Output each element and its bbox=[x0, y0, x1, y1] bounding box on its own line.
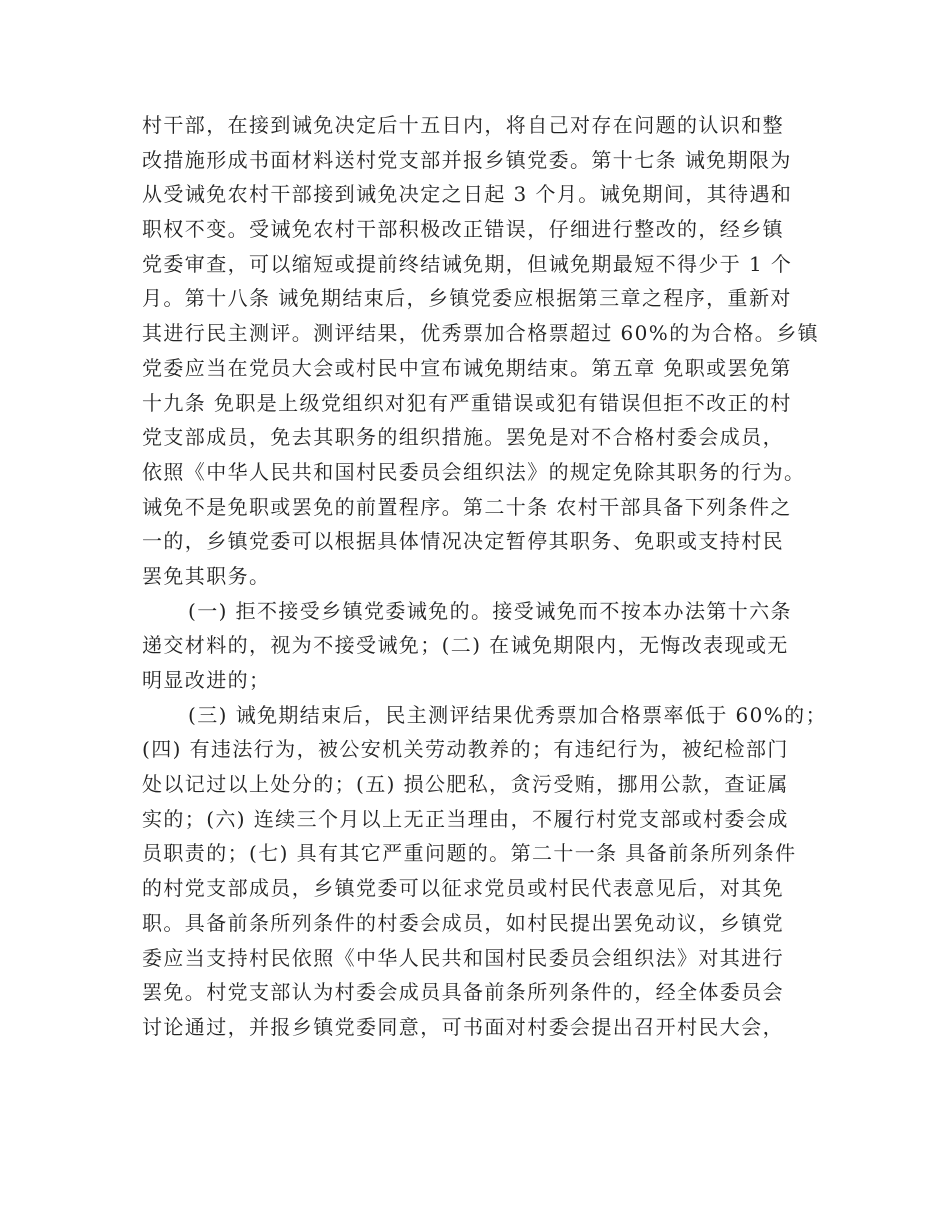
text-line: 从受诫免农村干部接到诫免决定之日起 3 个月。诫免期间，其待遇和 bbox=[142, 182, 793, 207]
text-line: 员职责的；(七) 具有其它严重问题的。第二十一条 具备前条所列条件 bbox=[142, 841, 797, 866]
text-line: 的村党支部成员，乡镇党委可以征求党员或村民代表意见后，对其免 bbox=[142, 876, 784, 901]
text-line: 明显改进的； bbox=[142, 668, 271, 692]
text-line: 其进行民主测评。测评结果，优秀票加合格票超过 60%的为合格。乡镇 bbox=[142, 321, 820, 346]
text-line: 村干部，在接到诫免决定后十五日内，将自己对存在问题的认识和整 bbox=[142, 113, 784, 137]
text-line: 一的，乡镇党委可以根据具体情况决定暂停其职务、免职或支持村民 bbox=[142, 529, 784, 554]
text-line: 十九条 免职是上级党组织对犯有严重错误或犯有错误但拒不改正的村 bbox=[142, 390, 792, 415]
text-line: 改措施形成书面材料送村党支部并报乡镇党委。第十七条 诫免期限为 bbox=[142, 147, 792, 172]
text-line: (一) 拒不接受乡镇党委诫免的。接受诫免而不按本办法第十六条 bbox=[188, 598, 792, 623]
text-line: 罢免。村党支部认为村委会成员具备前条所列条件的，经全体委员会 bbox=[142, 980, 784, 1005]
text-line: 职权不变。受诫免农村干部积极改正错误，仔细进行整改的，经乡镇 bbox=[142, 217, 784, 242]
text-line: (三) 诫免期结束后，民主测评结果优秀票加合格票率低于 60%的； bbox=[188, 702, 827, 727]
document-body bbox=[142, 108, 827, 1045]
text-line: 实的；(六) 连续三个月以上无正当理由，不履行村党支部或村委会成 bbox=[142, 806, 789, 831]
text-line: 罢免其职务。 bbox=[142, 563, 271, 588]
text-line: 党委审查，可以缩短或提前终结诫免期，但诫免期最短不得少于 1 个 bbox=[142, 251, 793, 276]
text-line: (四) 有违法行为，被公安机关劳动教养的；有违纪行为，被纪检部门 bbox=[142, 737, 789, 762]
text-line: 职。具备前条所列条件的村委会成员，如村民提出罢免动议，乡镇党 bbox=[142, 910, 784, 935]
text-line: 处以记过以上处分的；(五) 损公肥私，贪污受贿，挪用公款，查证属 bbox=[142, 772, 789, 797]
paragraph bbox=[142, 594, 814, 698]
text-line: 党委应当在党员大会或村民中宣布诫免期结束。第五章 免职或罢免第 bbox=[142, 355, 792, 380]
text-line: 讨论通过，并报乡镇党委同意，可书面对村委会提出召开村民大会， bbox=[142, 1014, 784, 1039]
text-line: 依照《中华人民共和国村民委员会组织法》的规定免除其职务的行为。 bbox=[142, 459, 806, 484]
paragraph bbox=[142, 108, 820, 594]
paragraph bbox=[142, 698, 827, 1045]
text-line: 委应当支持村民依照《中华人民共和国村民委员会组织法》对其进行 bbox=[142, 945, 784, 970]
text-line: 月。第十八条 诫免期结束后，乡镇党委应根据第三章之程序，重新对 bbox=[142, 286, 792, 311]
text-line: 诫免不是免职或罢免的前置程序。第二十条 农村干部具备下列条件之 bbox=[142, 494, 792, 519]
text-line: 递交材料的，视为不接受诫免；(二) 在诫免期限内，无悔改表现或无 bbox=[142, 633, 789, 658]
text-line: 党支部成员，免去其职务的组织措施。罢免是对不合格村委会成员， bbox=[142, 425, 784, 450]
